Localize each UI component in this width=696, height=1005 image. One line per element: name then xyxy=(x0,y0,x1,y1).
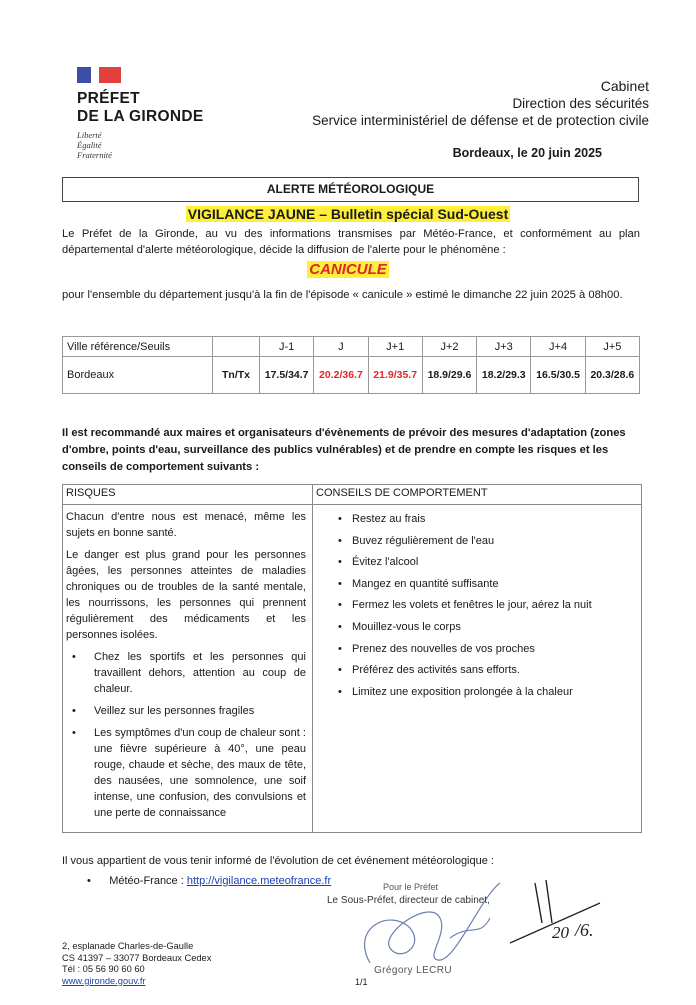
devise xyxy=(77,130,227,160)
advice-item: • Prenez des nouvelles de vos proches xyxy=(338,642,535,655)
city-name: Bordeaux xyxy=(63,357,213,394)
website-link[interactable]: www.gironde.gouv.fr xyxy=(62,975,146,986)
advice-item: • Buvez régulièrement de l'eau xyxy=(338,534,495,547)
alert-title-box xyxy=(62,177,639,202)
temperature-value: 18.2/29.3 xyxy=(477,357,531,394)
day-header: J+3 xyxy=(477,337,531,357)
logo-line-1: PRÉFET xyxy=(77,90,140,107)
logo-line-2: DE LA GIRONDE xyxy=(77,108,204,125)
risks-table xyxy=(62,484,642,833)
advice-item: • Mangez en quantité suffisante xyxy=(338,577,499,590)
advice-item: • Fermez les volets et fenêtres le jour, aérez la nuit xyxy=(338,599,592,612)
direction-label: Direction des sécurités xyxy=(512,96,649,111)
temperature-value: 20.3/28.6 xyxy=(585,357,639,394)
advice-item: • Limitez une exposition prolongée à la chaleur xyxy=(338,685,573,698)
alert-scope: pour l'ensemble du département jusqu'à la fin de l'épisode « canicule » estimé le dimanche 22 juin 2025 à 08h00. xyxy=(62,289,623,301)
day-header: J+4 xyxy=(531,337,585,357)
risk-bullet: • Les symptômes d'un coup de chaleur sont : une fièvre supérieure à 40°, une peau rouge, chaude et sèche, des maux de tête, des nausées, une somnolence, une soif intense, une confusion, des convulsions et une perte de connaissance xyxy=(72,727,306,819)
devise-egalite: Égalité xyxy=(77,140,102,150)
vigilance-level: VIGILANCE JAUNE – Bulletin spécial Sud-Ouest xyxy=(187,206,509,222)
sender-block xyxy=(312,78,649,129)
advice-item: • Évitez l'alcool xyxy=(338,556,419,569)
day-header: J-1 xyxy=(260,337,314,357)
temperature-value: 17.5/34.7 xyxy=(260,357,314,394)
day-header: J+2 xyxy=(422,337,476,357)
meteo-label: Météo-France : xyxy=(109,875,184,887)
risks-header: RISQUES xyxy=(66,487,116,499)
risk-bullet: • Chez les sportifs et les personnes qui travaillent dehors, attention au coup de chaleur. xyxy=(72,651,306,695)
day-header: J+5 xyxy=(585,337,639,357)
phenomenon-banner xyxy=(0,261,696,279)
temperature-value-alert: 20.2/36.7 xyxy=(314,357,368,394)
forecast-header-row xyxy=(63,337,640,357)
temperature-value: 18.9/29.6 xyxy=(422,357,476,394)
document-date: Bordeaux, le 20 juin 2025 xyxy=(452,146,602,160)
address-line: 2, esplanade Charles-de-Gaulle xyxy=(62,941,194,951)
cabinet-label: Cabinet xyxy=(600,78,649,94)
day-header: J+1 xyxy=(368,337,422,357)
risk-paragraph: Le danger est plus grand pour les personnes âgées, les personnes atteintes de maladies chroniques ou de troubles de la santé mentale, les nourrissons, les personnes qui prennent régulièrement des médicaments et les personnes isolées. xyxy=(66,549,306,641)
svg-text:/6.: /6. xyxy=(575,920,594,940)
address-line: Tél : 05 56 90 60 60 xyxy=(62,964,145,974)
advice-column xyxy=(318,513,636,707)
page-number: 1/1 xyxy=(355,977,368,987)
risks-column xyxy=(66,509,306,821)
signature-line-1: Pour le Préfet xyxy=(383,882,439,892)
address-block xyxy=(62,941,211,987)
signature-line-2: Le Sous-Préfet, directeur de cabinet, xyxy=(327,895,490,906)
forecast-table xyxy=(62,336,640,394)
day-header: J xyxy=(314,337,368,357)
advice-item: • Mouillez-vous le corps xyxy=(338,620,461,633)
service-label: Service interministériel de défense et de protection civile xyxy=(312,113,649,128)
temperature-value: 16.5/30.5 xyxy=(531,357,585,394)
marianne-flag-icon xyxy=(77,67,121,83)
phenomenon-name: CANICULE xyxy=(309,261,387,278)
temperature-value-alert: 21.9/35.7 xyxy=(368,357,422,394)
prefecture-logo xyxy=(77,67,227,160)
unit-label: Tn/Tx xyxy=(213,357,260,394)
advice-item: • Préférez des activités sans efforts. xyxy=(338,664,520,677)
risk-paragraph: Chacun d'entre nous est menacé, même les sujets en bonne santé. xyxy=(66,511,306,539)
svg-text:20: 20 xyxy=(552,923,569,942)
info-text: Il vous appartient de vous tenir informé de l'évolution de cet événement météorologique : xyxy=(62,855,494,867)
devise-liberte: Liberté xyxy=(77,130,102,140)
meteo-line: • Météo-France : http://vigilance.meteofrance.fr xyxy=(87,875,332,887)
vigilance-banner xyxy=(0,206,696,224)
recommendation-text: Il est recommandé aux maires et organisateurs d'évènements de prévoir des mesures d'adaptation (zones d'ombre, points d'eau, surveillance des publics vulnérables) et de prendre en compte les risques et les conseils de comportement suivants : xyxy=(62,427,626,473)
city-header: Ville référence/Seuils xyxy=(63,337,213,357)
advice-header: CONSEILS DE COMPORTEMENT xyxy=(316,487,488,499)
advice-item: • Restez au frais xyxy=(338,513,426,525)
risk-bullet: • Veillez sur les personnes fragiles xyxy=(72,705,255,717)
unit-header-cell xyxy=(213,337,260,357)
address-line: CS 41397 – 33077 Bordeaux Cedex xyxy=(62,952,212,963)
forecast-value-row xyxy=(63,357,640,394)
meteo-link[interactable]: http://vigilance.meteofrance.fr xyxy=(186,875,332,887)
devise-fraternite: Fraternité xyxy=(77,150,112,160)
signature-scribble-icon xyxy=(330,868,630,973)
signatory-name: Grégory LECRU xyxy=(374,965,452,976)
alert-title: ALERTE MÉTÉOROLOGIQUE xyxy=(266,182,435,196)
alert-intro: Le Préfet de la Gironde, au vu des informations transmises par Météo-France, et conformément au plan départemental d'alerte météorologique, décide la diffusion de l'alerte pour le phénomène : xyxy=(62,228,640,256)
